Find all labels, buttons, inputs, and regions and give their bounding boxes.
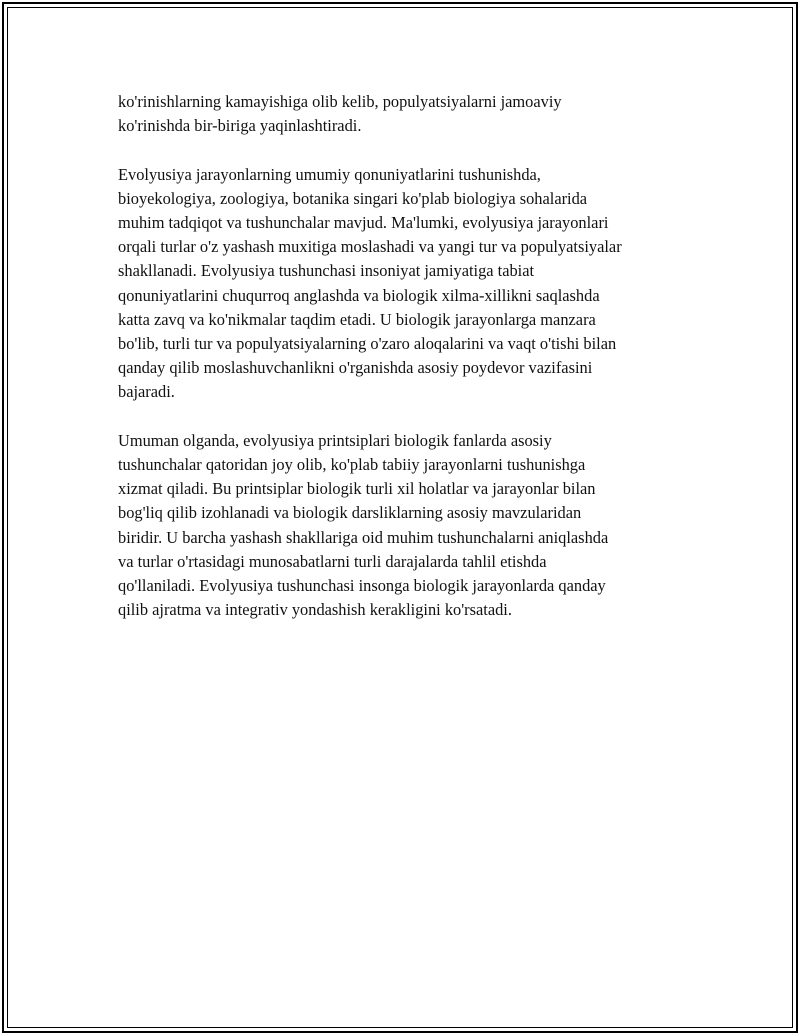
paragraph-1: ko'rinishlarning kamayishiga olib kelib, populyatsiyalarni jamoaviy ko'rinishda bir-biriga yaqinlashtiradi. [118, 92, 562, 136]
paragraph-2: Evolyusiya jarayonlarning umumiy qonuniyatlarini tushunishda, bioyekologiya, zoologiya, botanika singari ko'plab biologiya sohalarida muhim tadqiqot va tushunchalar mavjud. Ma'lumki, evolyusiya jarayonlari orqali turlar o'z yashash muxitiga moslashadi va yangi tur va populyatsiyalar shakllanadi. Evolyusiya tushunchasi insoniyat jamiyatiga tabiat qonuniyatlarini chuqurroq anglashda va biologik xilma-xillikni saqlashda katta zavq va ko'nikmalar taqdim etadi. U biologik jarayonlarga manzara bo'lib, turli tur va populyatsiyalarning o'zaro aloqalarini va vaqt o'tishi bilan qanday qilib moslashuvchanlikni o'rganishda asosiy poydevor vazifasini bajaradi. [118, 164, 622, 402]
document-body [118, 90, 708, 647]
paragraph-3: Umuman olganda, evolyusiya printsiplari biologik fanlarda asosiy tushunchalar qatoridan joy olib, ko'plab tabiiy jarayonlarni tushunishga xizmat qiladi. Bu printsiplar biologik turli xil holatlar va jarayonlar bilan bog'liq qilib izohlanadi va biologik darsliklarning asosiy mavzularidan biridir. U barcha yashash shakllariga oid muhim tushunchalarni aniqlashda va turlar o'rtasidagi munosabatlarni turli darajalarda tahlil etishda qo'llaniladi. Evolyusiya tushunchasi insonga biologik jarayonlarda qanday qilib ajratma va integrativ yondashish kerakligini ko'rsatadi. [118, 430, 609, 620]
